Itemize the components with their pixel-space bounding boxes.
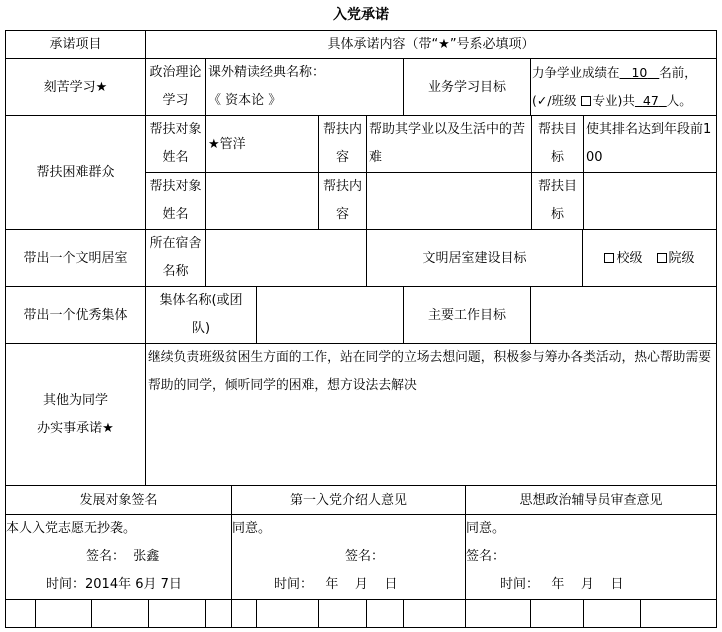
reading-label: 课外精读经典名称： bbox=[208, 65, 326, 80]
sig1-time: 时间：2014年 6月 7日 bbox=[46, 577, 182, 592]
sig1-text: 本人入党志愿无抄袭。 bbox=[6, 521, 137, 536]
goal-total: 47 bbox=[642, 93, 659, 108]
help-goal-label: 帮扶目 标 bbox=[537, 122, 577, 165]
collective-label: 集体名称(或团 队) bbox=[159, 293, 243, 336]
sig2-time: 时间： 年 月 日 bbox=[274, 577, 398, 592]
political-study-label: 政治理论 学习 bbox=[149, 65, 202, 108]
dorm-goal-label: 文明居室建设目标 bbox=[422, 250, 527, 266]
help-target-label-2: 帮扶对象 姓名 bbox=[149, 179, 202, 222]
other-text: 继续负责班级贫困生方面的工作，站在同学的立场去想问题，积极参与筹办各类活动，热心帮助需要帮助的同学，倾听同学的困难，想方设法去解决 bbox=[148, 350, 712, 393]
school-level-checkbox[interactable] bbox=[604, 253, 614, 263]
study-goal-value: 力争学业成绩在 10 名前， (✓/班级 专业)共 47 人。 bbox=[532, 65, 697, 108]
reading-value: 《 资本论 》 bbox=[208, 93, 282, 108]
sig-header-2: 第一入党介绍人意见 bbox=[289, 492, 407, 508]
collective-goal-label: 主要工作目标 bbox=[427, 307, 506, 323]
header-item: 承诺项目 bbox=[49, 37, 102, 52]
help-target-name: ★管洋 bbox=[208, 136, 246, 152]
reading-cell bbox=[206, 59, 403, 115]
form-title: 入党承诺 bbox=[333, 7, 389, 23]
help-goal-value: 使其排名达到年段前100 bbox=[586, 122, 712, 165]
major-checkbox[interactable] bbox=[581, 96, 591, 106]
help-content-value: 帮助其学业以及生活中的苦难 bbox=[369, 122, 526, 165]
study-goal-label: 业务学习目标 bbox=[427, 79, 506, 95]
sig-cell-2: 同意。 签名： 时间： 年 月 日 bbox=[232, 515, 465, 599]
item-study: 刻苦学习★ bbox=[43, 79, 108, 95]
help-content-label: 帮扶内 容 bbox=[322, 122, 362, 165]
sig1-name: 张鑫 bbox=[133, 549, 160, 564]
goal-rank: 10 bbox=[631, 65, 648, 80]
sig-header-3: 思想政治辅导员审查意见 bbox=[519, 492, 663, 508]
item-collective: 带出一个优秀集体 bbox=[23, 307, 128, 323]
item-other: 其他为同学 办实事承诺★ bbox=[37, 392, 114, 436]
item-help: 帮扶困难群众 bbox=[36, 165, 115, 180]
help-content-label-2: 帮扶内 容 bbox=[322, 179, 362, 222]
help-goal-label-2: 帮扶目 标 bbox=[537, 179, 577, 222]
dorm-options: 校级 院级 bbox=[583, 230, 716, 286]
sig-cell-1: 本人入党志愿无抄袭。 签名： 张鑫 时间：2014年 6月 7日 bbox=[6, 515, 231, 599]
dorm-label: 所在宿舍 名称 bbox=[149, 236, 202, 279]
sig-cell-3: 同意。 签名： 时间： 年 月 日 bbox=[466, 515, 716, 599]
header-content: 具体承诺内容（带“★”号系必填项） bbox=[327, 37, 535, 52]
sig-header-1: 发展对象签名 bbox=[79, 492, 158, 508]
college-level-checkbox[interactable] bbox=[657, 253, 667, 263]
item-dorm: 带出一个文明居室 bbox=[23, 250, 128, 266]
help-target-label: 帮扶对象 姓名 bbox=[149, 122, 202, 165]
sig3-time: 时间： 年 月 日 bbox=[500, 577, 624, 592]
